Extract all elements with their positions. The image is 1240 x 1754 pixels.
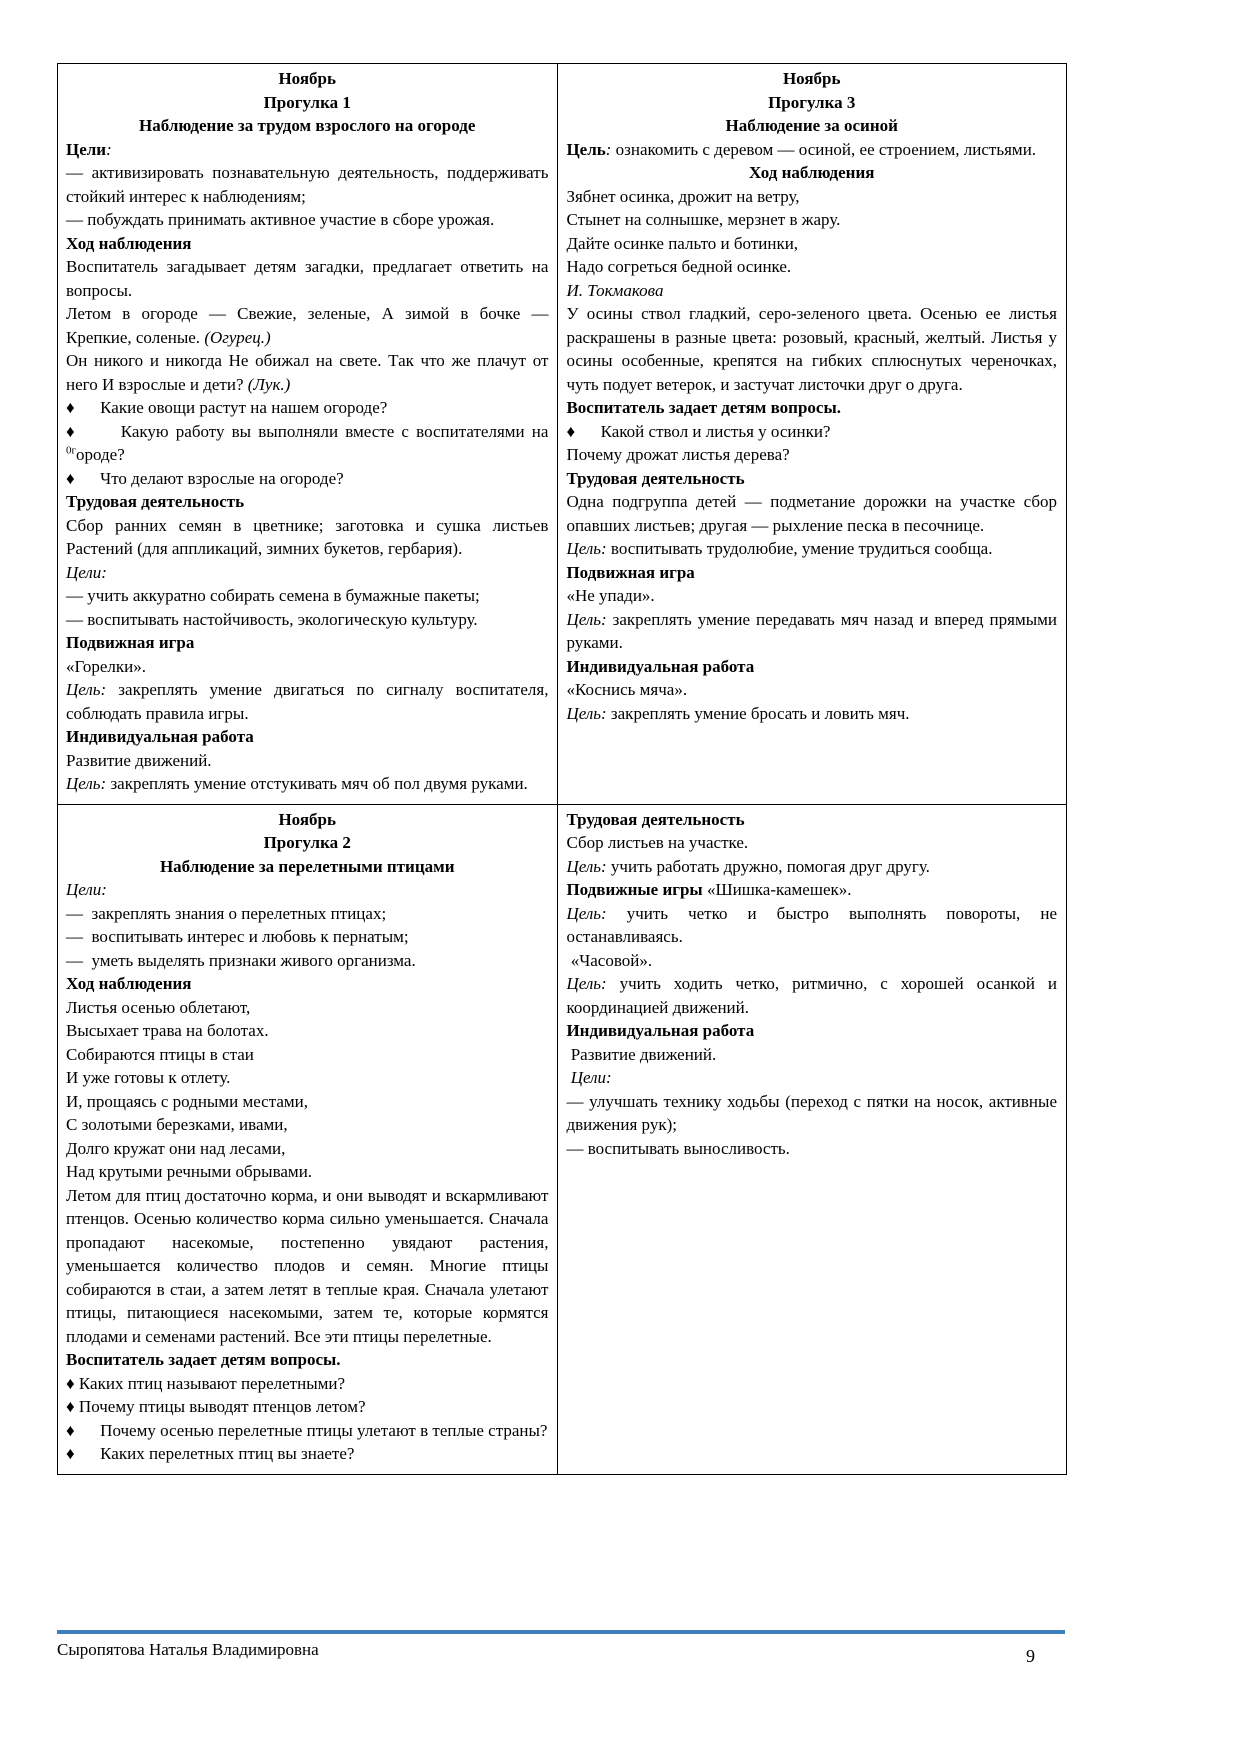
heading: Ноябрь [278,69,336,88]
paragraph: ♦ Почему птицы выводят птенцов летом? [66,1397,366,1416]
paragraph: Воспитатель задает детям вопросы. [566,398,841,417]
table-row [58,64,1067,805]
paragraph: Цель: закреплять умение отстукивать мяч об пол двумя руками. [66,774,528,793]
paragraph: — улучшать технику ходьбы (переход с пятки на носок, активные движения рук); [566,1091,1057,1134]
paragraph: Цель: закреплять умение передавать мяч назад и вперед прямыми руками. [566,609,1057,652]
paragraph: ♦ Какие овощи растут на нашем огороде? [66,398,388,417]
heading: Наблюдение за перелетными птицами [159,856,455,876]
paragraph: — активизировать познавательную деятельность, поддерживать стойкий интерес к наблюдениям; [66,163,549,206]
paragraph: Сбор листьев на участке. [566,833,749,852]
paragraph: Цель: закреплять умение двигаться по сигналу воспитателя, соблюдать правила игры. [66,680,549,723]
paragraph: Цели: [66,880,107,899]
paragraph: Зябнет осинка, дрожит на ветру, [566,186,800,206]
paragraph: Воспитатель загадывает детям загадки, предлагает ответить на вопросы. [66,257,549,300]
paragraph: Подвижная игра [566,562,695,582]
paragraph: Цель: учить работать дружно, помогая друг другу. [566,856,930,876]
paragraph: — закреплять знания о перелетных птицах; [66,903,387,923]
paragraph: Цель: учить четко и быстро выполнять повороты, не останавливаясь. [566,903,1057,946]
paragraph: Дайте осинке пальто и ботинки, [566,233,799,253]
heading: Прогулка 2 [263,833,351,852]
paragraph: ♦ Каких перелетных птиц вы знаете? [66,1444,355,1463]
footer-divider [57,1630,1065,1634]
paragraph: Ход наблюдения [66,233,192,253]
cell-walk2-activities [558,804,1067,1474]
paragraph: И уже готовы к отлету. [66,1068,231,1087]
paragraph: Летом в огороде — Свежие, зеленые, А зимой в бочке — Крепкие, соленые. (Огурец.) [66,304,549,347]
paragraph: И, прощаясь с родными местами, [66,1091,309,1111]
heading: Прогулка 1 [263,92,351,112]
paragraph: Индивидуальная работа [566,656,755,676]
paragraph: Индивидуальная работа [566,1021,755,1040]
paragraph: — воспитывать интерес и любовь к пернатым; [66,927,409,946]
paragraph: Цель: учить ходить четко, ритмично, с хорошей осанкой и координацией движений. [566,974,1057,1017]
paragraph: — уметь выделять признаки живого организма. [66,950,416,970]
paragraph: Подвижные игры «Шишка-камешек». [566,880,852,899]
paragraph: Сбор ранних семян в цветнике; заготовка и сушка листьев Растений (для аппликаций, зимних букетов, гербария). [66,515,549,558]
cell-walk3 [558,64,1067,805]
paragraph: Цели: [66,139,112,159]
cell-walk2 [58,804,558,1474]
page-footer [57,1630,1065,1669]
page-number: 9 [1026,1646,1035,1666]
paragraph: И. Токмакова [566,280,664,300]
paragraph: Индивидуальная работа [66,727,254,746]
paragraph: — воспитывать настойчивость, экологическую культуру. [66,609,478,629]
paragraph: Он никого и никогда Не обижал на свете. Так что же плачут от него И взрослые и дети? (Лук.) [66,351,549,394]
paragraph: Ход наблюдения [66,974,192,993]
paragraph: ♦ Какую работу вы выполняли вместе с воспитателями на $^{0г}$ороде? [66,421,549,464]
paragraph: Высыхает трава на болотах. [66,1021,269,1040]
heading: Прогулка 3 [768,92,856,112]
paragraph: Цели: [66,562,107,582]
paragraph: Воспитатель задает детям вопросы. [66,1350,341,1369]
paragraph: «Не упади». [566,586,655,605]
heading: Наблюдение за трудом взрослого на огороде [139,116,476,135]
paragraph: — учить аккуратно собирать семена в бумажные пакеты; [66,586,480,605]
paragraph: Развитие движений. [566,1044,717,1064]
footer-author: Сыропятова Наталья Владимировна [57,1640,319,1659]
paragraph: Летом для птиц достаточно корма, и они выводят и вскармливают птенцов. Осенью количество корма сильно уменьшается. Сначала пропадают насекомые, постепенно увядают растения, уменьшается количество плодов и семян. Многие птицы собираются в стаи, а затем летят в теплые края. Сначала улетают птицы, питающиеся насекомыми, затем те, которые кормятся плодами и семенами растений. Все эти птицы перелетные. [66,1185,549,1346]
paragraph: Цели: [566,1068,612,1087]
paragraph: Листья осенью облетают, [66,997,251,1017]
paragraph: У осины ствол гладкий, серо-зеленого цвета. Осенью ее листья раскрашены в разные цвета: розовый, красный, желтый. Листья у осины особенные, крепятся на гибких сплюснутых череночках, чуть подует ветерок, и застучат листочки друг о друга. [566,304,1057,394]
paragraph: «Часовой». [566,950,653,970]
paragraph: Цель: закреплять умение бросать и ловить мяч. [566,703,910,723]
schedule-table [57,63,1067,1475]
paragraph: С золотыми березками, ивами, [66,1115,288,1134]
paragraph: Трудовая деятельность [566,809,745,829]
paragraph: ♦ Почему осенью перелетные птицы улетают в теплые страны? [66,1420,548,1440]
paragraph: Одна подгруппа детей — подметание дорожки на участке сбор опавших листьев; другая — рыхление песка в песочнице. [566,492,1057,535]
heading: Ноябрь [782,69,841,88]
table-row [58,804,1067,1474]
paragraph: Собираются птицы в стаи [66,1044,254,1064]
paragraph: — побуждать принимать активное участие в сборе урожая. [66,210,495,229]
paragraph: ♦ Что делают взрослые на огороде? [66,468,344,488]
heading: Ход наблюдения [748,163,875,182]
paragraph: Долго кружат они над лесами, [66,1138,286,1158]
paragraph: Трудовая деятельность [66,492,245,511]
cell-walk1 [58,64,558,805]
paragraph: Трудовая деятельность [566,468,745,488]
paragraph: Над крутыми речными обрывами. [66,1162,313,1181]
heading: Ноябрь [278,809,336,829]
paragraph: Цель: воспитывать трудолюбие, умение трудиться сообща. [566,539,993,558]
paragraph: Надо согреться бедной осинке. [566,257,792,276]
paragraph: — воспитывать выносливость. [566,1138,790,1158]
paragraph: Почему дрожат листья дерева? [566,445,790,464]
paragraph: Развитие движений. [66,750,212,770]
paragraph: «Коснись мяча». [566,680,688,699]
paragraph: Подвижная игра [66,633,195,652]
paragraph: Цель: ознакомить с деревом — осиной, ее строением, листьями. [566,139,1037,159]
paragraph: ♦ Какой ствол и листья у осинки? [566,421,831,441]
paragraph: ♦ Каких птиц называют перелетными? [66,1373,346,1393]
paragraph: «Горелки». [66,656,146,676]
footer-row [57,1638,1065,1669]
heading: Наблюдение за осиной [725,116,898,135]
paragraph: Стынет на солнышке, мерзнет в жару. [566,210,841,229]
